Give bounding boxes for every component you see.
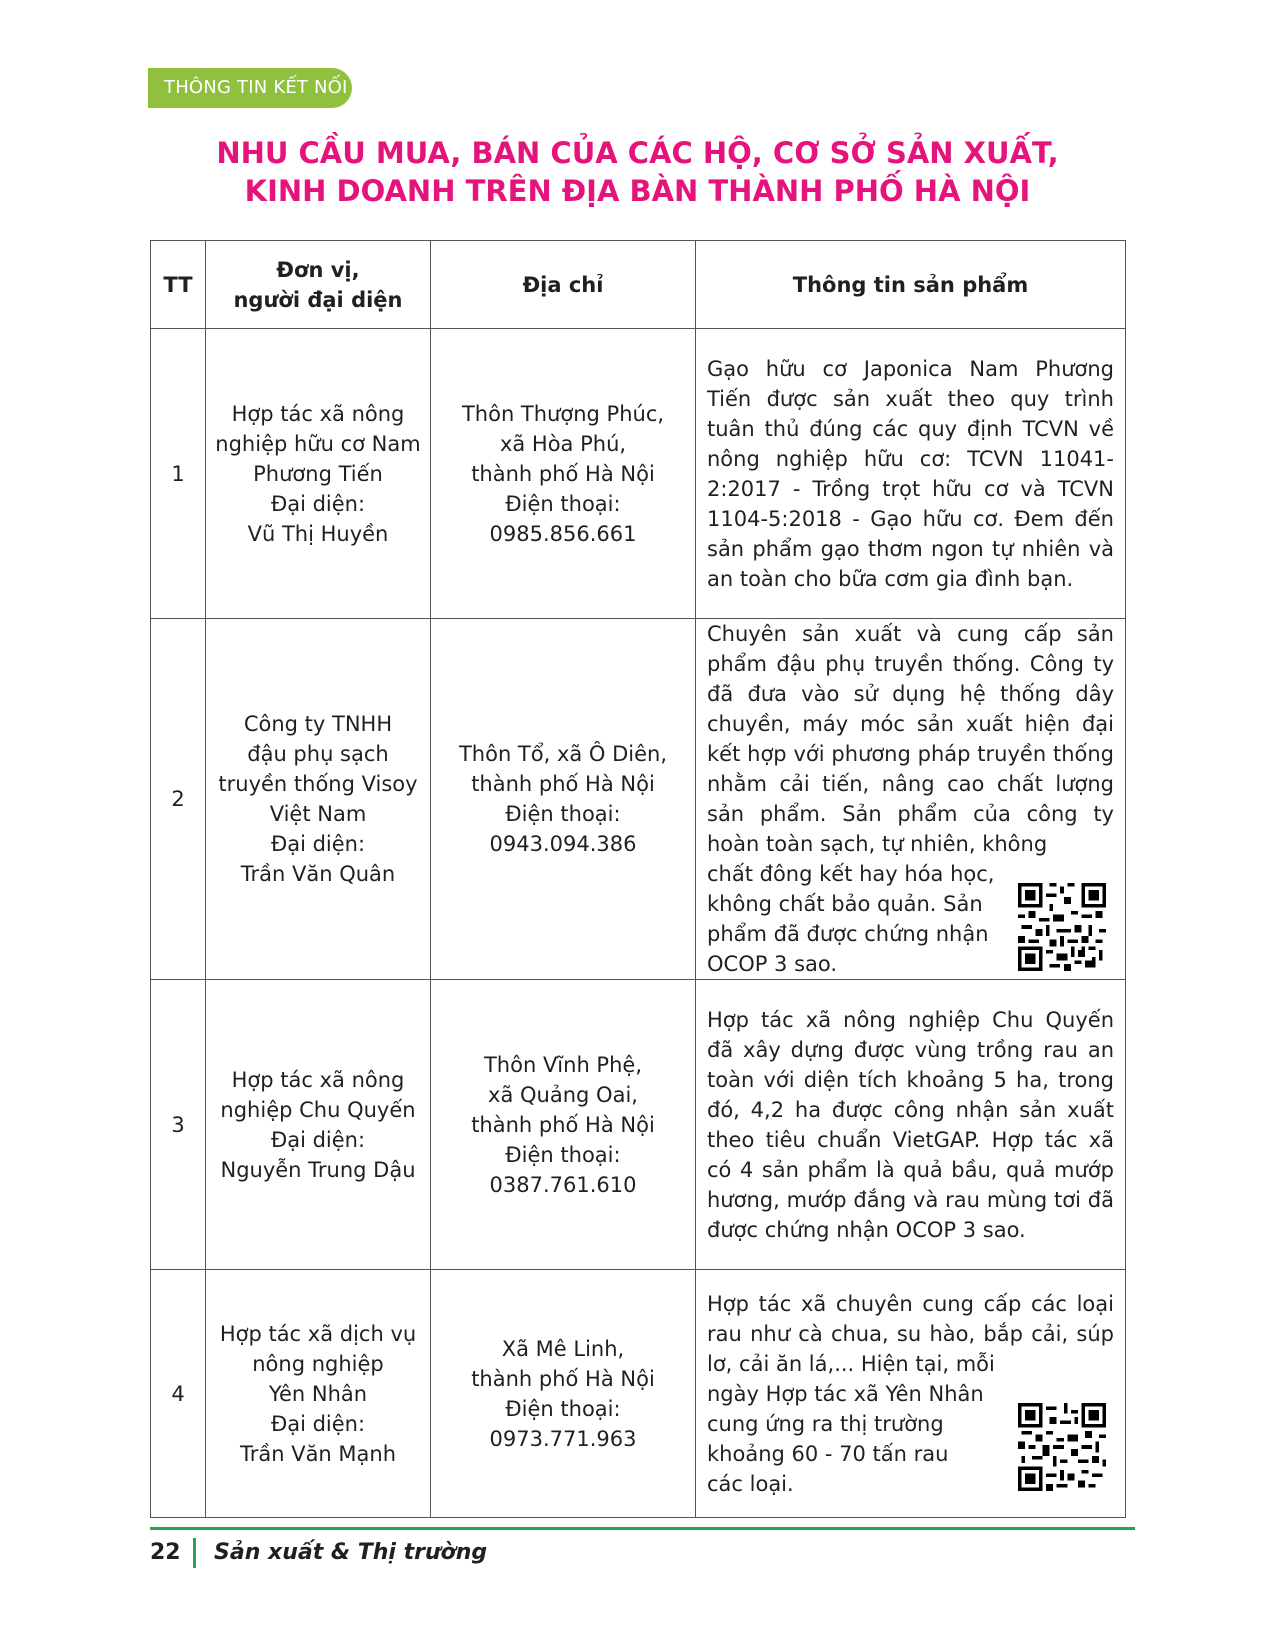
table-row: [151, 1270, 1126, 1518]
info-line: các loại.: [707, 1471, 794, 1496]
address-line: Điện thoại:: [505, 1396, 621, 1421]
row-tt: 2: [151, 619, 206, 980]
address-line: thành phố Hà Nội: [471, 461, 655, 486]
header-address: Địa chỉ: [431, 241, 696, 329]
info-line: cung ứng ra thị trường: [707, 1411, 944, 1436]
title-line-2: KINH DOANH TRÊN ĐỊA BÀN THÀNH PHỐ HÀ NỘI: [244, 174, 1031, 208]
unit-line: nghiệp Chu Quyến: [220, 1097, 416, 1122]
unit-line: Đại diện:: [270, 1411, 366, 1436]
row-info: [696, 1270, 1126, 1518]
row-address: [431, 619, 696, 980]
address-line: xã Quảng Oai,: [488, 1082, 638, 1107]
unit-line: Hợp tác xã dịch vụ: [219, 1321, 417, 1346]
info-line: khoảng 60 - 70 tấn rau: [707, 1441, 949, 1466]
unit-line: Trần Văn Quân: [240, 862, 396, 886]
footer-separator: [193, 1538, 196, 1568]
unit-line: truyền thống Visoy: [218, 772, 418, 796]
header-unit-line-2: người đại diện: [233, 287, 403, 312]
unit-line: Trần Văn Mạnh: [239, 1441, 397, 1466]
title-line-1: NHU CẦU MUA, BÁN CỦA CÁC HỘ, CƠ SỞ SẢN XUẤT,: [216, 136, 1059, 170]
unit-line: Yên Nhân: [268, 1381, 368, 1406]
address-line: thành phố Hà Nội: [471, 1112, 655, 1137]
info-line: phẩm đã được chứng nhận: [707, 922, 989, 946]
header-unit: [206, 241, 431, 329]
info-tail-text: [707, 1379, 1002, 1499]
info-tail: [707, 859, 1114, 979]
unit-line: đậu phụ sạch: [247, 742, 389, 766]
info-tail: [707, 1379, 1114, 1499]
address-line: 0943.094.386: [489, 832, 637, 856]
address-line: Thôn Tổ, xã Ô Diên,: [458, 742, 668, 766]
unit-line: Đại diện:: [270, 1127, 366, 1152]
address-line: 0973.771.963: [489, 1426, 637, 1451]
unit-line: Việt Nam: [269, 802, 367, 826]
table-row: [151, 619, 1126, 980]
address-line: thành phố Hà Nội: [471, 1366, 655, 1391]
row-tt: 4: [151, 1270, 206, 1518]
info-line: không chất bảo quản. Sản: [707, 892, 983, 916]
unit-line: Phương Tiến: [253, 461, 383, 486]
info-line: OCOP 3 sao.: [707, 952, 838, 976]
row-unit: [206, 1270, 431, 1518]
qr-code-icon[interactable]: [1018, 1403, 1106, 1491]
info-text: Hợp tác xã chuyên cung cấp các loại rau như cà chua, su hào, bắp cải, súp lơ, cải ăn lá,... Hiện tại, mỗi: [707, 1291, 1114, 1376]
footer-divider: [150, 1527, 1135, 1530]
info-line: chất đông kết hay hóa học,: [707, 862, 995, 886]
address-line: Xã Mê Linh,: [501, 1336, 625, 1361]
address-line: 0387.761.610: [489, 1172, 637, 1197]
row-address: [431, 329, 696, 619]
row-unit: [206, 980, 431, 1270]
row-unit: [206, 619, 431, 980]
page-number: 22: [150, 1540, 181, 1565]
qr-code-icon[interactable]: [1018, 883, 1106, 971]
table-row: [151, 980, 1126, 1270]
row-address: [431, 980, 696, 1270]
magazine-name: Sản xuất & Thị trường: [214, 1540, 488, 1565]
address-line: Điện thoại:: [505, 1142, 621, 1167]
section-tag: THÔNG TIN KẾT NỐI: [148, 68, 352, 108]
address-line: Điện thoại:: [505, 491, 621, 516]
row-address: [431, 1270, 696, 1518]
header-unit-line-1: Đơn vị,: [276, 257, 360, 282]
unit-line: Đại diện:: [270, 832, 366, 856]
unit-line: nông nghiệp: [252, 1351, 384, 1376]
unit-line: Vũ Thị Huyền: [247, 521, 389, 546]
row-info: [696, 619, 1126, 980]
listing-table: [150, 240, 1126, 1518]
address-line: xã Hòa Phú,: [499, 431, 627, 456]
unit-line: Nguyễn Trung Dậu: [220, 1157, 416, 1182]
row-tt: 3: [151, 980, 206, 1270]
header-product: Thông tin sản phẩm: [696, 241, 1126, 329]
row-info: Gạo hữu cơ Japonica Nam Phương Tiến được sản xuất theo quy trình tuân thủ đúng các quy định TCVN về nông nghiệp hữu cơ: TCVN 11041-2:2017 - Trồng trọt hữu cơ và TCVN 1104-5:2018 - Gạo hữu cơ. Đem đến sản phẩm gạo thơm ngon tự nhiên và an toàn cho bữa cơm gia đình bạn.: [696, 329, 1126, 619]
address-line: Điện thoại:: [505, 802, 621, 826]
unit-line: Hợp tác xã nông: [231, 1067, 405, 1092]
row-info: Hợp tác xã nông nghiệp Chu Quyến đã xây dựng được vùng trồng rau an toàn với diện tích khoảng 5 ha, trong đó, 4,2 ha được công nhận sản xuất theo tiêu chuẩn VietGAP. Hợp tác xã có 4 sản phẩm là quả bầu, quả mướp hương, mướp đắng và rau mùng tơi đã được chứng nhận OCOP 3 sao.: [696, 980, 1126, 1270]
table-header-row: [151, 241, 1126, 329]
info-line: ngày Hợp tác xã Yên Nhân: [707, 1381, 984, 1406]
header-tt: TT: [151, 241, 206, 329]
address-line: Thôn Vĩnh Phệ,: [483, 1052, 643, 1077]
table-row: [151, 329, 1126, 619]
info-text: Chuyên sản xuất và cung cấp sản phẩm đậu phụ truyền thống. Công ty đã đưa vào sử dụng hệ thống dây chuyền, máy móc sản xuất hiện đại kết hợp với phương pháp truyền thống nhằm cải tiến, nâng cao chất lượng sản phẩm. Sản phẩm của công ty hoàn toàn sạch, tự nhiên, không: [707, 622, 1114, 856]
row-tt: 1: [151, 329, 206, 619]
address-line: Thôn Thượng Phúc,: [461, 401, 665, 426]
unit-line: Hợp tác xã nông: [231, 401, 405, 426]
unit-line: Công ty TNHH: [243, 712, 393, 736]
unit-line: Đại diện:: [270, 491, 366, 516]
page-title: [0, 134, 1275, 210]
unit-line: nghiệp hữu cơ Nam: [215, 431, 421, 456]
row-unit: [206, 329, 431, 619]
address-line: 0985.856.661: [489, 521, 637, 546]
address-line: thành phố Hà Nội: [471, 772, 655, 796]
info-tail-text: [707, 859, 1002, 979]
